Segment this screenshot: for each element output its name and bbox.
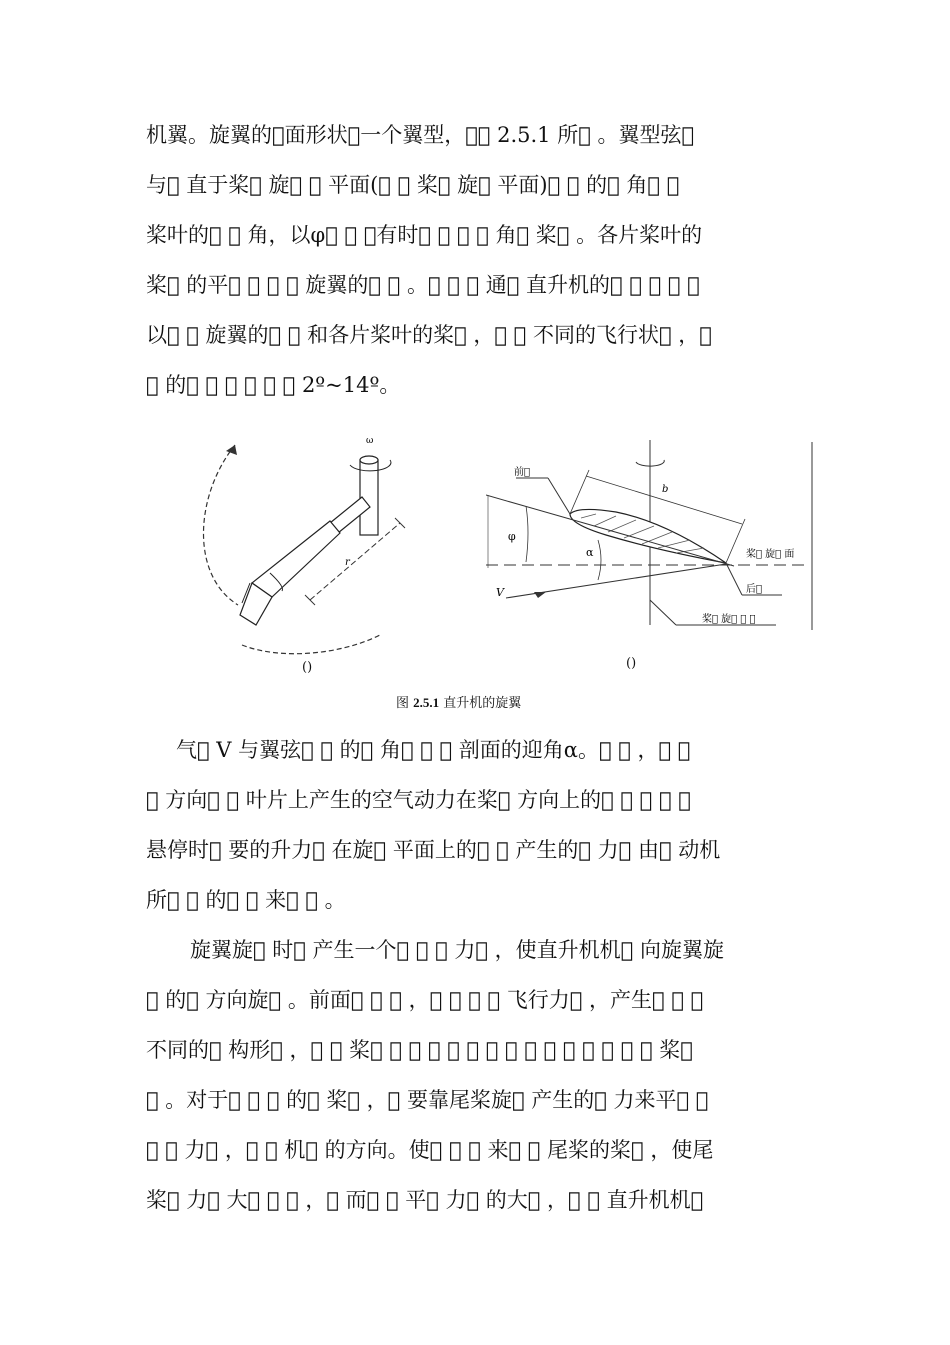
trailing-edge-label: 后  (746, 584, 763, 595)
para3-line-4:   。对于      的  桨  ，  要靠尾桨旋  产生的  力来平    (146, 1088, 709, 1112)
para2-line-3: 悬停时  要的升力  在旋  平面上的    产生的  力  由  动机 (146, 838, 721, 862)
para3-line-1: 旋翼旋  时  产生一个      力  ，使直升机机  向旋翼旋 (190, 938, 724, 962)
chord-b-label: b (662, 484, 669, 495)
alpha-label: α (586, 546, 594, 559)
para3-line-5:     力  ，    机  的方向。使      来    尾桨的桨  ，使尾 (146, 1138, 714, 1162)
caption-number: 2.5.1 (413, 695, 440, 710)
para2-line-2:   方向    叶片上产生的空气动力在桨  方向上的          (146, 788, 691, 812)
para2-line-4: 所    的    来    。 (146, 888, 346, 912)
rotation-plane-label: 桨  旋  面 (746, 549, 795, 560)
airfoil-section-figure (486, 440, 816, 635)
para3-line-6: 桨  力  大      ，  而    平  力  的大  ，    直升机机  (146, 1188, 704, 1212)
para1-line-5: 以    旋翼的    和各片桨叶的桨  ，    不同的飞行状  ，  (146, 323, 712, 347)
phi-label: φ (508, 530, 516, 543)
rotor-blade-figure (190, 415, 440, 655)
figure-left-label: () (302, 660, 313, 675)
pitch-axis-label: 桨  旋      (702, 614, 756, 625)
figure-right-label: () (626, 656, 637, 671)
para3-line-2:   的  方向旋  。前面      ，        飞行力  ，产生      (146, 988, 704, 1012)
caption-prefix: 图 (396, 696, 410, 711)
omega-label: ω (366, 436, 374, 446)
caption-text: 直升机的旋翼 (443, 696, 522, 711)
para1-line-4: 桨  的平        旋翼的    。      通  直升机的          (146, 273, 700, 297)
para1-line-1: 机翼。旋翼的 面形状 一个翼型，   2.5.1 所  。翼型弦  (146, 123, 695, 147)
para1-line-6:   的            2º~14º。 (146, 373, 401, 397)
para1-line-2: 与  直于桨  旋    平面(    桨  旋  平面)    的  角    (146, 173, 680, 197)
para3-line-3: 不同的  构形  ，    桨                              桨  (146, 1038, 693, 1062)
airflow-v-label: V (496, 586, 504, 599)
figure-caption (396, 692, 521, 711)
para1-line-3: 桨叶的    角，以φ    ，有时        角  桨  。各片桨叶的 (146, 223, 703, 247)
radius-label: r (345, 557, 350, 568)
para2-line-1: 气  V 与翼弦    的  角      剖面的迎角α。    ，    (176, 738, 691, 762)
leading-edge-label: 前  (514, 467, 531, 478)
